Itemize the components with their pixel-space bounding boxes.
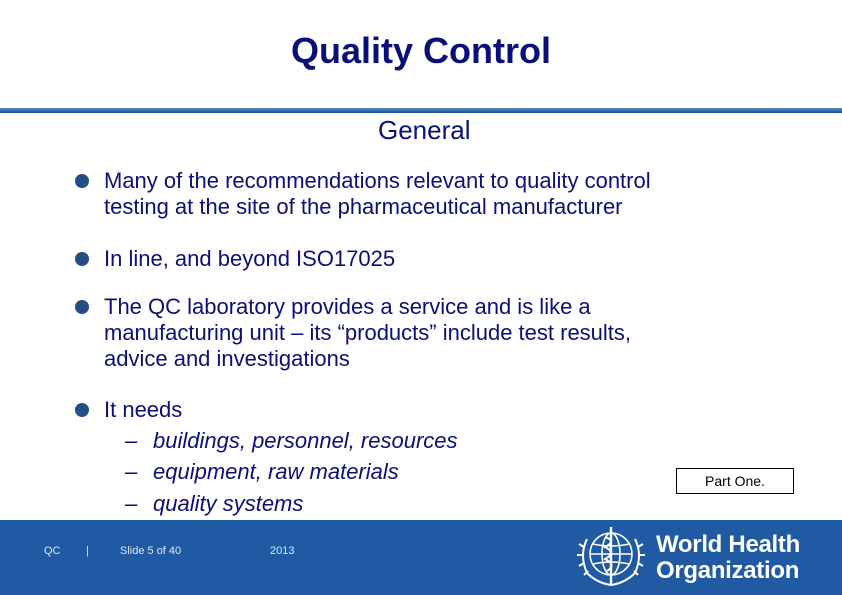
- who-logo-line2: Organization: [656, 557, 800, 584]
- bullet-dot-icon: [75, 252, 89, 266]
- sub-dash: –: [125, 428, 138, 453]
- bullet-dot-icon: [75, 174, 89, 188]
- sub-item: [125, 459, 399, 485]
- bullet-text: The QC laboratory provides a service and is like a manufacturing unit – its “products” include test results, advice and investigations: [104, 294, 632, 371]
- footer-separator: |: [86, 545, 89, 557]
- bullet-dot-icon: [75, 300, 89, 314]
- sub-item-text: equipment, raw materials: [153, 459, 399, 484]
- bullet-text: Many of the recommendations relevant to quality control testing at the site of the pharmaceutical manufacturer: [104, 168, 651, 219]
- bullet-dot-icon: [75, 403, 89, 417]
- sub-item-text: buildings, personnel, resources: [153, 428, 458, 453]
- sub-dash: –: [125, 491, 138, 516]
- bullet-text: In line, and beyond ISO17025: [104, 246, 396, 271]
- slide-subtitle: General: [378, 115, 471, 145]
- bullet-text: It needs: [104, 397, 183, 422]
- slide-title: Quality Control: [291, 30, 551, 71]
- sub-item: [125, 491, 303, 517]
- who-emblem-icon: [571, 523, 651, 591]
- title-underline: [0, 108, 842, 113]
- sub-item-text: quality systems: [153, 491, 304, 516]
- who-logo-line1: World Health: [656, 531, 800, 558]
- sub-dash: –: [125, 459, 138, 484]
- footer-year: 2013: [270, 545, 295, 557]
- sub-item: [125, 428, 458, 454]
- part-label-box: Part One.: [676, 468, 794, 494]
- footer-slide-number: Slide 5 of 40: [120, 545, 182, 557]
- footer-section: QC: [44, 545, 61, 557]
